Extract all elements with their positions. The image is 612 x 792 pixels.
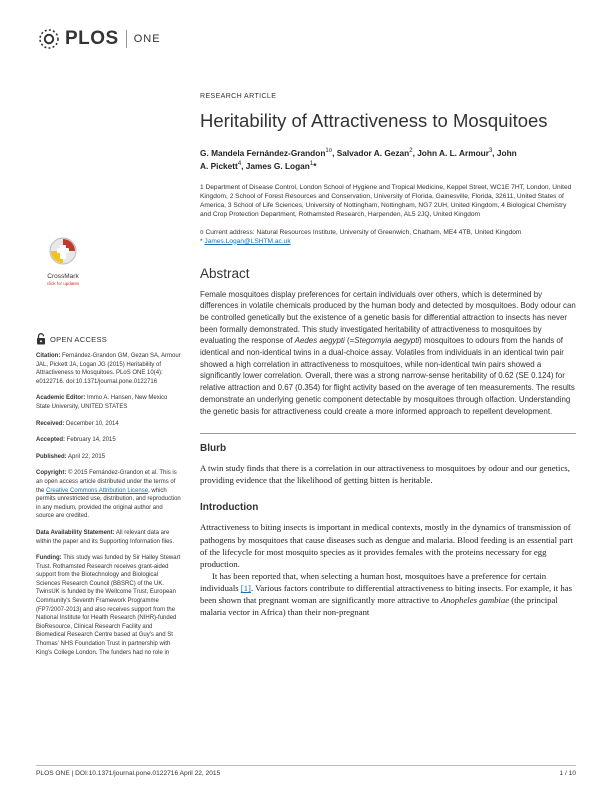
data-availability: Data Availability Statement: All relevant data are within the paper and its Supporting Information files.: [36, 529, 175, 545]
intro-paragraph-1: Attractiveness to biting insects is important in medical contexts, mostly in the dynamics of transmission of pathogens by mosquitoes that cause diseases such as dengue and malaria. Blood feeding is an essential part of the lifecycle for most mosquito species as it provides females with the proteins necessary for egg production.: [200, 522, 573, 569]
affiliations: 1 Department of Disease Control, London School of Hygiene and Tropical Medicine, Keppel Street, WC1E 7HT, London, United Kingdom, 2 School of Forest Resources and Conservation, University of Florida, Gainesville, Florida, 32611, United States of America, 3 School of Life Sciences, University of Nottingham, Nottingham, NG7 2UH, United Kingdom, 4 Biological Chemistry and Crop Protection Department, Rothamsted Research, Harpenden, AL5 2JQ, United Kingdom: [200, 183, 572, 218]
funding: Funding: This study was funded by Sir Halley Stewart Trust. Rothamsted Research receives grant-aided support from the Biotechnology and Biological Sciences Research Council (BBSRC) of the UK. TwinsUK is funded by the Wellcome Trust, European Community's Seventh Framework Programme (FP7/2007-2013) and also receives support from the National Institute for Health Research (NIHR)-funded BioResource, Clinical Research Facility and Biomedical Research Centre based at Guy's and St Thomas' NHS Foundation Trust in partnership with King's College London. The funders had no role in: [36, 555, 181, 656]
academic-editor: Academic Editor: Immo A. Hansen, New Mexico State University, UNITED STATES: [36, 395, 168, 410]
blurb-text: A twin study finds that there is a correlation in our attractiveness to mosquitoes by odour and our genetics, providing evidence that the likelihood of getting bitten is heritable.: [200, 463, 570, 486]
journal-name: ONE: [133, 33, 161, 45]
article-metadata-sidebar: [36, 352, 182, 665]
copyright: Copyright: © 2015 Fernández-Grandon et al. This is an open access article distributed under the terms of the Creative Commons Attribution License, which permits unrestricted use, distribution, and reproduction in any medium, provided the original author and source are credited.: [36, 470, 181, 520]
main-column: [200, 93, 576, 618]
open-access-badge: [36, 333, 107, 345]
plos-logo-icon: [36, 26, 62, 52]
brand-name: PLOS: [65, 28, 119, 49]
crossmark-label: CrossMark: [47, 273, 79, 280]
page-number: 1 / 10: [559, 770, 576, 777]
open-lock-icon: [36, 333, 46, 345]
crossmark-icon: [48, 236, 78, 268]
author-list: G. Mandela Fernández-Grandon$^{1¤}$, Salvador A. Gezan$^2$, John A. L. Armour$^3$, John A. Pickett$^4$, James G. Logan$^1$*: [200, 147, 517, 172]
abstract-heading: Abstract: [200, 265, 250, 281]
received-date: Received: December 10, 2014: [36, 420, 119, 427]
footer-divider: [36, 765, 576, 766]
page-footer: [36, 770, 576, 777]
intro-paragraph-2: It has been reported that, when selecting a human host, mosquitoes have a preference for certain individuals [1]. Various factors contribute to differential attractiveness to biting insects. For example, it has been shown that pregnant woman are significantly more attractive to Anopheles gambiae (the principal malaria vector in Africa) than their non-pregnant: [200, 570, 572, 618]
blurb-heading: Blurb: [200, 443, 227, 455]
license-link[interactable]: Creative Commons Attribution License: [46, 487, 149, 494]
corresponding-email-link[interactable]: James.Logan@LSHTM.ac.uk: [204, 237, 291, 245]
crossmark-sub: click for updates: [46, 281, 80, 286]
reference-link[interactable]: [1]: [240, 582, 251, 593]
published-date: Published: April 22, 2015: [36, 453, 106, 460]
plos-logo: [36, 26, 161, 52]
current-address: ¤ Current address: Natural Resources Institute, University of Greenwich, Chatham, ME4 4TB, United Kingdom * James.Logan@LSHTM.ac.uk: [200, 228, 522, 245]
abstract-text: Female mosquitoes display preferences for certain individuals over others, which is determined by differences in volatile chemicals produced by the human body and detected by mosquitoes. Body odour can be controlled genetically but the existence of a genetic basis for differential attraction to insects has never been formally demonstrated. This study investigated heritability of attractiveness to mosquitoes by evaluating the response of Aedes aegypti (=Stegomyia aegypti) mosquitoes to odours from the hands of identical and non-identical twins in a dual-choice assay. Volatiles from individuals in an identical twin pair showed a high correlation in attractiveness to mosquitoes, while non-identical twin pairs showed a significantly lower correlation. Overall, there was a strong narrow-sense heritability of 0.62 (SE 0.124) for relative attraction and 0.67 (0.354) for flight activity based on the average of ten measurements. The results demonstrate an underlying genetic component detectable by mosquitoes through olfaction. Understanding the genetic basis for attractiveness could create a more informed approach to repellent development.: [200, 289, 576, 416]
crossmark-badge[interactable]: [38, 236, 88, 287]
introduction-heading: Introduction: [200, 502, 259, 514]
open-access-label: OPEN ACCESS: [50, 334, 108, 344]
citation: Citation: Fernández-Grandon GM, Gezan SA, Armour JAL, Pickett JA, Logan JG (2015) Heritability of Attractiveness to Mosquitoes. PLoS ONE 10(4): e0122716. doi:10.1371/journal.pone.0122716: [36, 353, 181, 385]
accepted-date: Accepted: February 14, 2015: [36, 437, 116, 444]
footer-citation: PLOS ONE | DOI:10.1371/journal.pone.0122716 April 22, 2015: [36, 770, 221, 777]
logo-divider: [126, 30, 127, 48]
article-title: Heritability of Attractiveness to Mosquitoes: [200, 110, 548, 131]
section-divider: [200, 433, 576, 434]
article-type: RESEARCH ARTICLE: [200, 93, 277, 100]
